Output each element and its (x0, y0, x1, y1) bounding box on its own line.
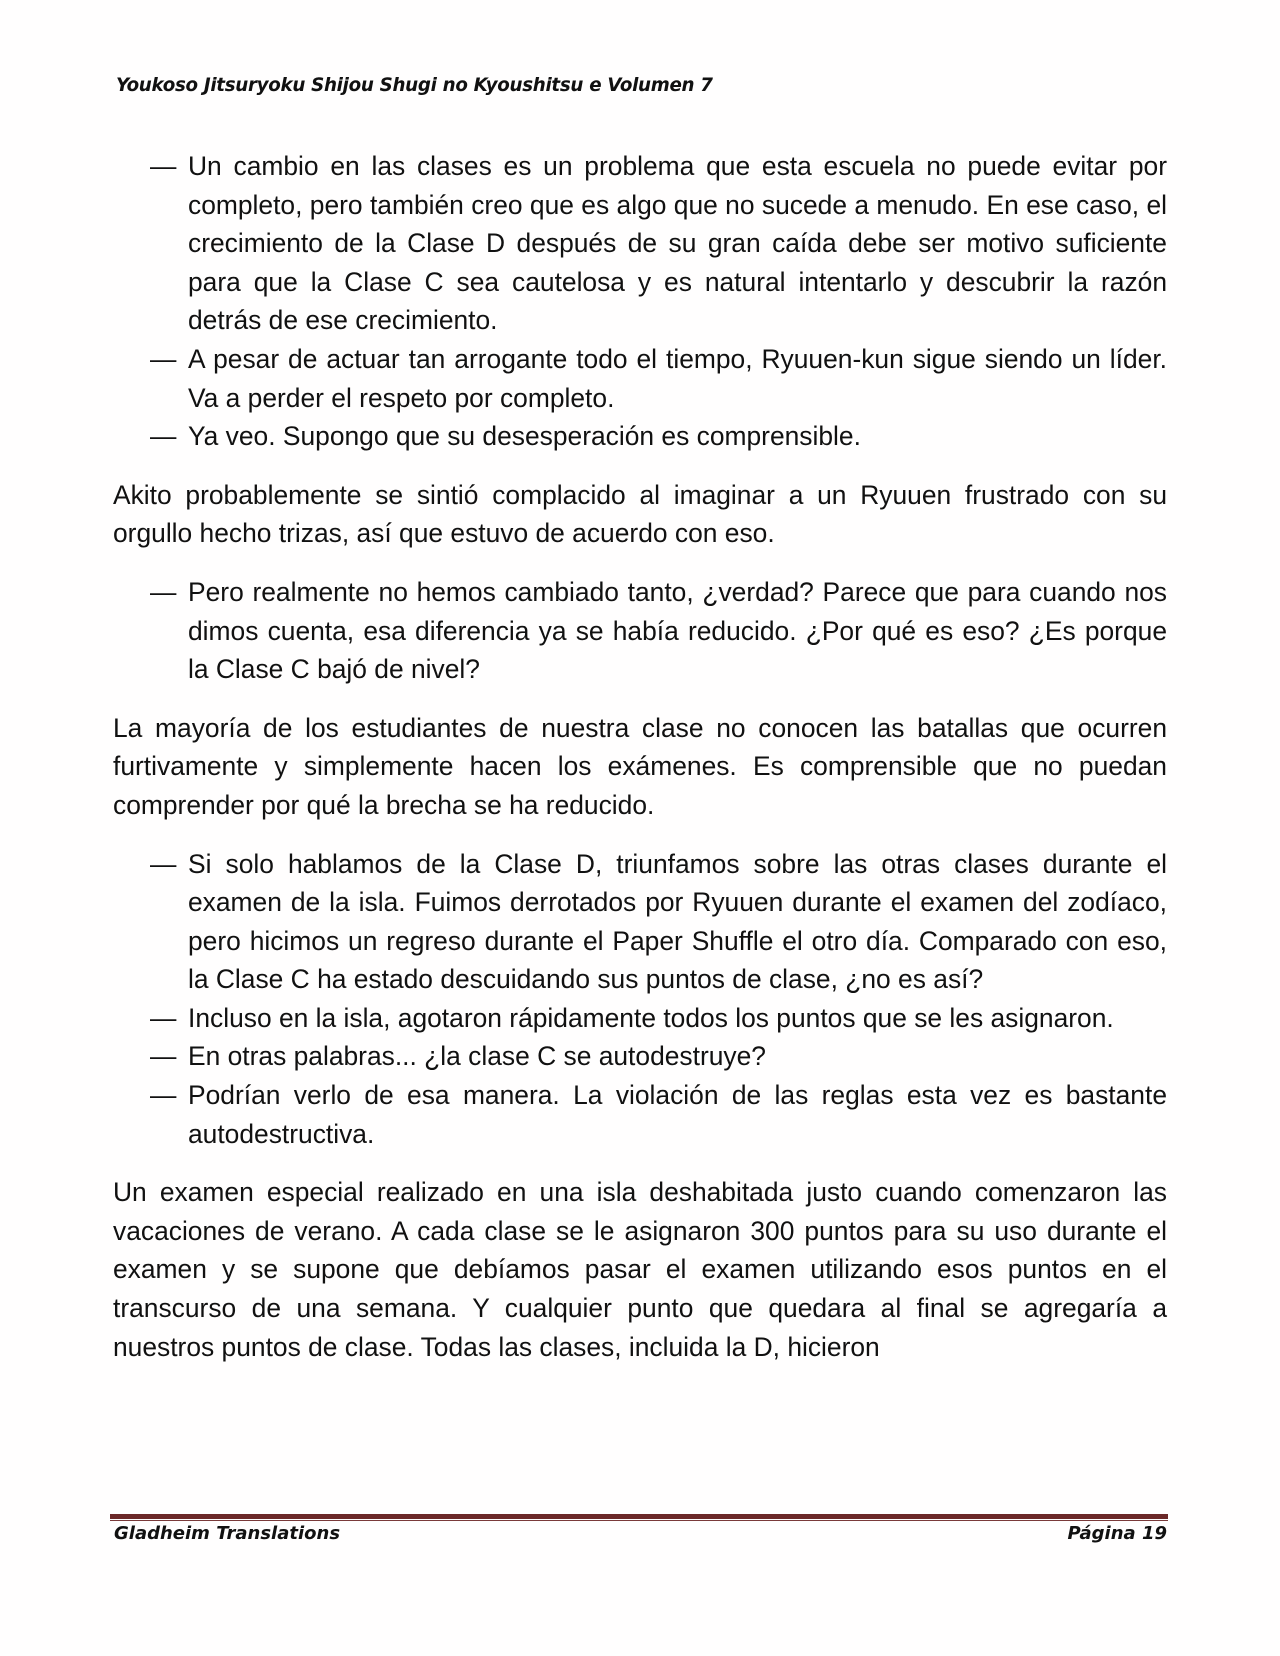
dialogue-block (113, 573, 1167, 689)
dialogue-text: En otras palabras... ¿la clase C se autodestruye? (188, 1041, 766, 1072)
em-dash: — (150, 1002, 177, 1033)
dialogue-text: Un cambio en las clases es un problema que esta escuela no puede evitar por completo, pero también creo que es algo que no sucede a menudo. En ese caso, el crecimiento de la Clase D después de su gran caída debe ser motivo suficiente para que la Clase C sea cautelosa y es natural intentarlo y descubrir la razón detrás de ese crecimiento. (188, 151, 1167, 336)
em-dash: — (150, 1080, 177, 1111)
page-number: Página 19 (1067, 1523, 1167, 1544)
narrative-paragraph: La mayoría de los estudiantes de nuestra clase no conocen las batallas que ocurren furtivamente y simplemente hacen los exámenes. Es comprensible que no puedan comprender por qué la brecha se ha reducido. (113, 712, 1167, 820)
em-dash: — (150, 151, 177, 181)
dialogue-line (113, 1076, 1167, 1153)
dialogue-line (113, 573, 1167, 689)
dialogue-line (113, 340, 1167, 417)
dialogue-line (113, 845, 1167, 999)
dialogue-line (113, 1037, 1167, 1076)
dialogue-line (113, 147, 1167, 340)
footer-rule (110, 1514, 1168, 1521)
running-header: Youkoso Jitsuryoku Shijou Shugi no Kyoushitsu e Volumen 7 (116, 74, 713, 96)
dialogue-text: Incluso en la isla, agotaron rápidamente todos los puntos que se les asignaron. (188, 1002, 1114, 1033)
dialogue-block (113, 147, 1167, 456)
narrative-paragraph: Akito probablemente se sintió complacido al imaginar a un Ryuuen frustrado con su orgullo hecho trizas, así que estuvo de acuerdo con eso. (113, 479, 1167, 549)
dialogue-text: Pero realmente no hemos cambiado tanto, ¿verdad? Parece que para cuando nos dimos cuenta, esa diferencia ya se había reducido. ¿Por qué es eso? ¿Es porque la Clase C bajó de nivel? (188, 576, 1167, 685)
footer-credit: Gladheim Translations (114, 1523, 341, 1544)
footer-rule-thin (110, 1520, 1168, 1521)
narrative-paragraph: Un examen especial realizado en una isla deshabitada justo cuando comenzaron las vacaciones de verano. A cada clase se le asignaron 300 puntos para su uso durante el examen y se supone que debíamos pasar el examen utilizando esos puntos en el transcurso de una semana. Y cualquier punto que quedara al final se agregaría a nuestros puntos de clase. Todas las clases, incluida la D, hicieron (113, 1177, 1167, 1362)
dialogue-text: Ya veo. Supongo que su desesperación es comprensible. (188, 421, 861, 452)
em-dash: — (150, 848, 177, 879)
dialogue-block (113, 845, 1167, 1154)
footer-rule-thick (110, 1514, 1168, 1519)
em-dash: — (150, 1041, 177, 1072)
dialogue-line (113, 999, 1167, 1038)
em-dash: — (150, 343, 177, 374)
page-body (113, 147, 1167, 1386)
dialogue-text: A pesar de actuar tan arrogante todo el tiempo, Ryuuen-kun sigue siendo un líder. Va a perder el respeto por completo. (188, 343, 1167, 413)
dialogue-text: Podrían verlo de esa manera. La violación de las reglas esta vez es bastante autodestructiva. (188, 1080, 1167, 1149)
dialogue-text: Si solo hablamos de la Clase D, triunfamos sobre las otras clases durante el examen de la isla. Fuimos derrotados por Ryuuen durante el examen del zodíaco, pero hicimos un regreso durante el Paper Shuffle el otro día. Comparado con eso, la Clase C ha estado descuidando sus puntos de clase, ¿no es así? (188, 848, 1167, 995)
em-dash: — (150, 421, 177, 452)
dialogue-line (113, 417, 1167, 456)
em-dash: — (150, 576, 177, 607)
